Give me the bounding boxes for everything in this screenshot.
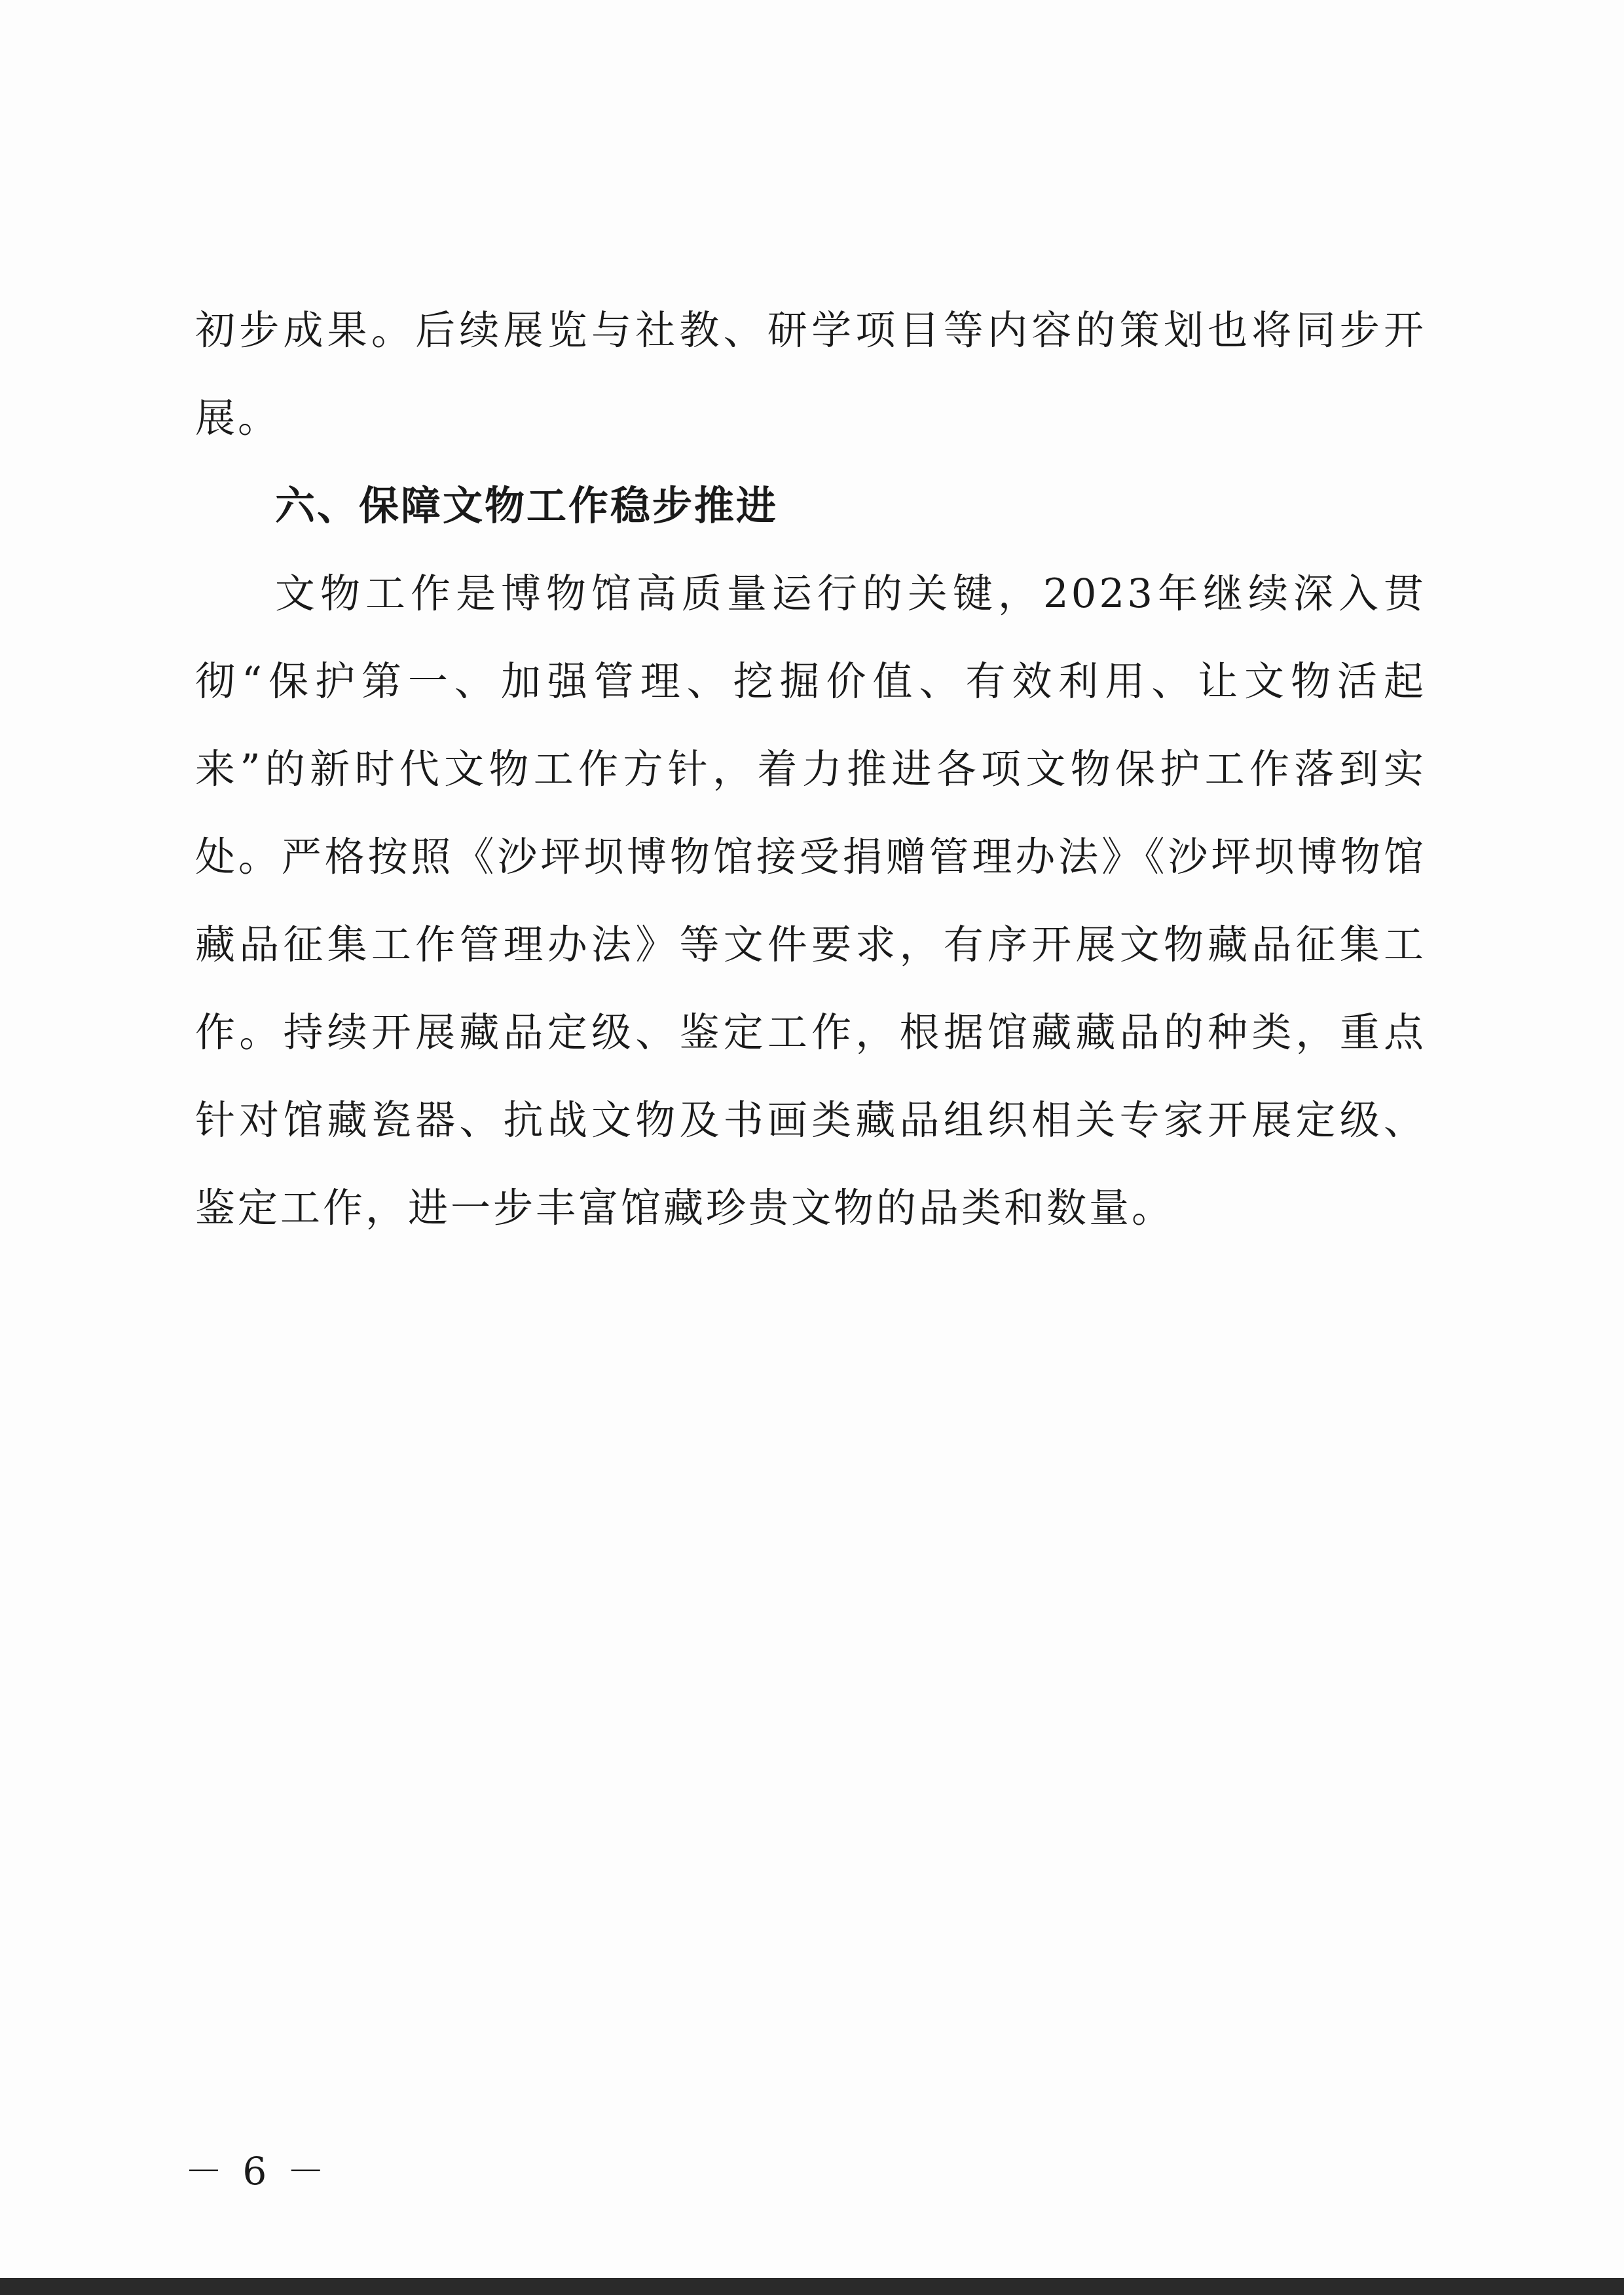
continuation-paragraph: 初步成果。后续展览与社教、研学项目等内容的策划也将同步开展。 bbox=[195, 307, 1426, 441]
document-body bbox=[195, 287, 1426, 1252]
body-paragraph: 文物工作是博物馆高质量运行的关键，2023年继续深入贯彻“保护第一、加强管理、挖掘价值、有效利用、让文物活起来”的新时代文物工作方针，着力推进各项文物保护工作落到实处。严格按照《沙坪坝博物馆接受捐赠管理办法》《沙坪坝博物馆藏品征集工作管理办法》等文件要求，有序开展文物藏品征集工作。持续开展藏品定级、鉴定工作，根据馆藏藏品的种类，重点针对馆藏瓷器、抗战文物及书画类藏品组织相关专家开展定级、鉴定工作，进一步丰富馆藏珍贵文物的品类和数量。 bbox=[195, 570, 1426, 1231]
page-number: － 6 － bbox=[185, 2149, 329, 2193]
section-heading: 六、保障文物工作稳步推进 bbox=[275, 483, 779, 529]
scan-bottom-edge bbox=[0, 2278, 1624, 2295]
